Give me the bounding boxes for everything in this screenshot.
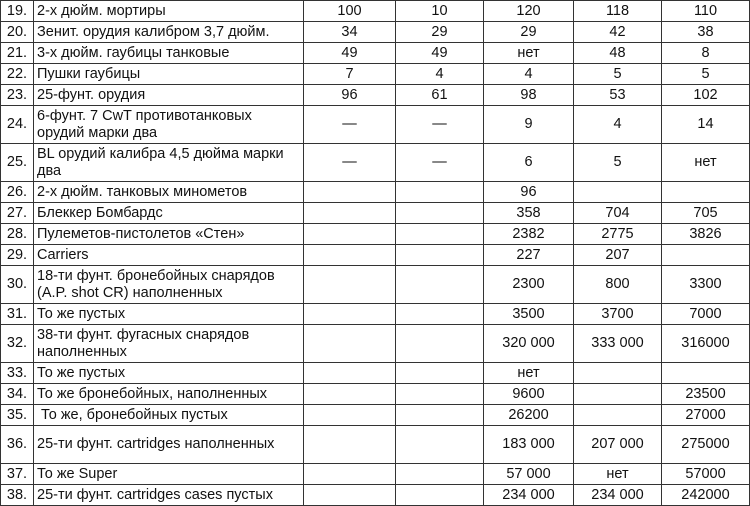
row-number: 22. [1, 64, 34, 85]
row-number: 37. [1, 464, 34, 485]
value-cell-5: 5 [662, 64, 750, 85]
row-number: 26. [1, 182, 34, 203]
value-cell-2 [396, 325, 484, 363]
value-cell-2: — [396, 144, 484, 182]
value-cell-2 [396, 485, 484, 506]
value-cell-1 [304, 182, 396, 203]
value-cell-1: 96 [304, 85, 396, 106]
table-row [1, 203, 750, 224]
table-row [1, 245, 750, 266]
value-cell-4 [574, 405, 662, 426]
value-cell-4: 4 [574, 106, 662, 144]
value-cell-5: 110 [662, 1, 750, 22]
value-cell-4: 5 [574, 144, 662, 182]
value-cell-4: 704 [574, 203, 662, 224]
value-cell-2 [396, 224, 484, 245]
value-cell-4: 2775 [574, 224, 662, 245]
value-cell-2: 29 [396, 22, 484, 43]
value-cell-4: 53 [574, 85, 662, 106]
table-row [1, 304, 750, 325]
value-cell-1: 7 [304, 64, 396, 85]
value-cell-4 [574, 384, 662, 405]
value-cell-2: 49 [396, 43, 484, 64]
row-number: 20. [1, 22, 34, 43]
value-cell-5: 3300 [662, 266, 750, 304]
item-name: То же пустых [34, 363, 304, 384]
table-row [1, 106, 750, 144]
value-cell-4: 333 000 [574, 325, 662, 363]
value-cell-1 [304, 405, 396, 426]
value-cell-4: 207 000 [574, 426, 662, 464]
value-cell-1 [304, 304, 396, 325]
value-cell-5: 38 [662, 22, 750, 43]
item-name: 6-фунт. 7 CwT противотанковых орудий марки два [34, 106, 304, 144]
value-cell-5: 102 [662, 85, 750, 106]
value-cell-5 [662, 245, 750, 266]
value-cell-4: 207 [574, 245, 662, 266]
item-name: 2-х дюйм. мортиры [34, 1, 304, 22]
table-row [1, 85, 750, 106]
value-cell-5: 57000 [662, 464, 750, 485]
item-name: BL орудий калибра 4,5 дюйма марки два [34, 144, 304, 182]
table-row [1, 266, 750, 304]
value-cell-2: — [396, 106, 484, 144]
value-cell-3: 6 [484, 144, 574, 182]
value-cell-5 [662, 363, 750, 384]
value-cell-3: 26200 [484, 405, 574, 426]
table-row [1, 144, 750, 182]
value-cell-1 [304, 426, 396, 464]
value-cell-3: 96 [484, 182, 574, 203]
item-name: Зенит. орудия калибром 3,7 дюйм. [34, 22, 304, 43]
value-cell-4 [574, 182, 662, 203]
value-cell-3: 227 [484, 245, 574, 266]
row-number: 36. [1, 426, 34, 464]
value-cell-5: 7000 [662, 304, 750, 325]
value-cell-3: 234 000 [484, 485, 574, 506]
value-cell-3: 9600 [484, 384, 574, 405]
value-cell-3: нет [484, 43, 574, 64]
value-cell-2 [396, 304, 484, 325]
value-cell-5: 27000 [662, 405, 750, 426]
value-cell-1 [304, 224, 396, 245]
value-cell-4: 118 [574, 1, 662, 22]
value-cell-1: 34 [304, 22, 396, 43]
value-cell-4: 800 [574, 266, 662, 304]
table-row [1, 384, 750, 405]
table-row [1, 22, 750, 43]
value-cell-2 [396, 182, 484, 203]
item-name: 25-ти фунт. cartridges cases пустых [34, 485, 304, 506]
row-number: 24. [1, 106, 34, 144]
value-cell-4: 234 000 [574, 485, 662, 506]
item-name: 38-ти фунт. фугасных снарядов наполненных [34, 325, 304, 363]
value-cell-2 [396, 266, 484, 304]
item-name: 2-х дюйм. танковых минометов [34, 182, 304, 203]
item-name: 3-х дюйм. гаубицы танковые [34, 43, 304, 64]
item-name: 25-ти фунт. cartridges наполненных [34, 426, 304, 464]
value-cell-1 [304, 384, 396, 405]
item-name: Блеккер Бомбардс [34, 203, 304, 224]
value-cell-2 [396, 203, 484, 224]
item-name: 18-ти фунт. бронебойных снарядов (A.P. shot CR) наполненных [34, 266, 304, 304]
table-row [1, 1, 750, 22]
table-body [1, 1, 750, 506]
item-name: 25-фунт. орудия [34, 85, 304, 106]
value-cell-1 [304, 464, 396, 485]
value-cell-1 [304, 485, 396, 506]
row-number: 31. [1, 304, 34, 325]
table-row [1, 43, 750, 64]
value-cell-3: нет [484, 363, 574, 384]
value-cell-2 [396, 363, 484, 384]
value-cell-1: — [304, 144, 396, 182]
value-cell-5: 3826 [662, 224, 750, 245]
row-number: 23. [1, 85, 34, 106]
value-cell-1: 49 [304, 43, 396, 64]
value-cell-1 [304, 266, 396, 304]
value-cell-2 [396, 245, 484, 266]
row-number: 19. [1, 1, 34, 22]
value-cell-2: 10 [396, 1, 484, 22]
value-cell-3: 98 [484, 85, 574, 106]
value-cell-1 [304, 245, 396, 266]
value-cell-2: 4 [396, 64, 484, 85]
value-cell-2 [396, 384, 484, 405]
value-cell-2 [396, 464, 484, 485]
item-name: То же Super [34, 464, 304, 485]
row-number: 21. [1, 43, 34, 64]
value-cell-3: 29 [484, 22, 574, 43]
value-cell-3: 2382 [484, 224, 574, 245]
value-cell-3: 358 [484, 203, 574, 224]
row-number: 25. [1, 144, 34, 182]
row-number: 30. [1, 266, 34, 304]
value-cell-3: 4 [484, 64, 574, 85]
value-cell-4 [574, 363, 662, 384]
item-name: То же, бронебойных пустых [34, 405, 304, 426]
value-cell-1 [304, 203, 396, 224]
value-cell-1 [304, 325, 396, 363]
item-name: Пулеметов-пистолетов «Стен» [34, 224, 304, 245]
value-cell-4: 5 [574, 64, 662, 85]
item-name: Пушки гаубицы [34, 64, 304, 85]
item-name: То же бронебойных, наполненных [34, 384, 304, 405]
row-number: 33. [1, 363, 34, 384]
row-number: 29. [1, 245, 34, 266]
table-row [1, 426, 750, 464]
table-row [1, 182, 750, 203]
table-row [1, 363, 750, 384]
value-cell-4: 3700 [574, 304, 662, 325]
value-cell-3: 57 000 [484, 464, 574, 485]
value-cell-4: 48 [574, 43, 662, 64]
value-cell-5: 14 [662, 106, 750, 144]
value-cell-5: 275000 [662, 426, 750, 464]
table-row [1, 64, 750, 85]
row-number: 28. [1, 224, 34, 245]
value-cell-2 [396, 426, 484, 464]
value-cell-3: 120 [484, 1, 574, 22]
value-cell-3: 183 000 [484, 426, 574, 464]
row-number: 32. [1, 325, 34, 363]
value-cell-5: 23500 [662, 384, 750, 405]
value-cell-2 [396, 405, 484, 426]
table-row [1, 325, 750, 363]
table-row [1, 485, 750, 506]
value-cell-5: 242000 [662, 485, 750, 506]
table-row [1, 405, 750, 426]
value-cell-3: 3500 [484, 304, 574, 325]
table-row [1, 464, 750, 485]
value-cell-1: 100 [304, 1, 396, 22]
value-cell-4: 42 [574, 22, 662, 43]
row-number: 34. [1, 384, 34, 405]
value-cell-4: нет [574, 464, 662, 485]
row-number: 38. [1, 485, 34, 506]
value-cell-3: 2300 [484, 266, 574, 304]
item-name: То же пустых [34, 304, 304, 325]
value-cell-5: 8 [662, 43, 750, 64]
value-cell-2: 61 [396, 85, 484, 106]
table-row [1, 224, 750, 245]
value-cell-3: 9 [484, 106, 574, 144]
value-cell-5 [662, 182, 750, 203]
row-number: 27. [1, 203, 34, 224]
item-name: Carriers [34, 245, 304, 266]
value-cell-3: 320 000 [484, 325, 574, 363]
value-cell-5: нет [662, 144, 750, 182]
value-cell-1 [304, 363, 396, 384]
value-cell-5: 316000 [662, 325, 750, 363]
value-cell-5: 705 [662, 203, 750, 224]
row-number: 35. [1, 405, 34, 426]
value-cell-1: — [304, 106, 396, 144]
